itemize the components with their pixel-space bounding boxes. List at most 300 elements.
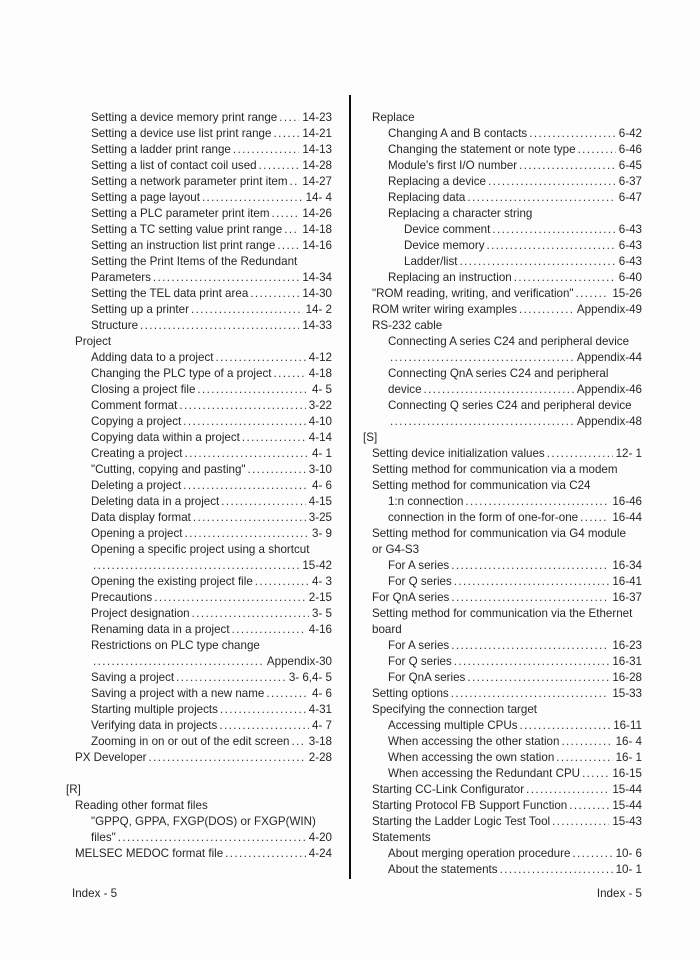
index-entry (361, 766, 642, 782)
page-number: 16-46 (612, 495, 642, 508)
entry-text: [R] (66, 783, 81, 796)
index-entry (64, 798, 332, 814)
dot-leader (561, 734, 612, 750)
page-number: 15-43 (612, 815, 642, 828)
index-entry (361, 318, 642, 334)
dot-leader (519, 158, 616, 174)
dot-leader (140, 318, 299, 334)
index-entry (64, 174, 332, 190)
entry-text: Setting method for communication via a modem (372, 463, 618, 476)
entry-text: Setting options (372, 687, 449, 700)
entry-text: Setting a device memory print range (91, 111, 278, 124)
entry-text: Replacing a character string (388, 207, 533, 220)
page-number: 15-44 (612, 799, 642, 812)
entry-text: Device memory (404, 239, 485, 252)
index-entry (361, 526, 642, 542)
entry-text: "GPPQ, GPPA, FXGP(DOS) or FXGP(WIN) (91, 815, 316, 828)
dot-leader (266, 686, 309, 702)
index-entry (361, 670, 642, 686)
page-number: 4-12 (308, 351, 332, 364)
page-number: 3- 9 (312, 527, 332, 540)
page-number: 6-47 (618, 191, 642, 204)
index-entry (64, 478, 332, 494)
entry-text: device (388, 383, 422, 396)
index-entry (361, 302, 642, 318)
page-number: 4- 3 (312, 575, 332, 588)
entry-text: For A series (388, 639, 450, 652)
entry-text: Project (75, 335, 112, 348)
dot-leader (580, 510, 609, 526)
index-entry (64, 542, 332, 558)
page-number: 4- 6 (312, 687, 332, 700)
dot-leader (273, 366, 305, 382)
dot-leader (220, 702, 306, 718)
dot-leader (488, 174, 616, 190)
page-number: 3- 6,4- 5 (288, 671, 332, 684)
dot-leader (451, 558, 609, 574)
entry-text: Data display format (91, 511, 191, 524)
dot-leader (185, 526, 309, 542)
index-entry (361, 222, 642, 238)
index-entry (361, 382, 642, 398)
dot-leader (290, 174, 300, 190)
index-entry (361, 718, 642, 734)
index-entry (64, 590, 332, 606)
index-entry (361, 846, 642, 862)
index-entry (361, 782, 642, 798)
entry-text: "ROM reading, writing, and verification" (372, 287, 574, 300)
index-entry (64, 382, 332, 398)
entry-text: Structure (91, 319, 139, 332)
page-number: 14-13 (302, 143, 332, 156)
footer-page-label-right: Index - 5 (596, 887, 642, 900)
dot-leader (547, 446, 613, 462)
page-number: 6-37 (618, 175, 642, 188)
index-left-column (64, 110, 332, 862)
entry-text: Module's first I/O number (388, 159, 518, 172)
entry-text: For QnA series (372, 591, 450, 604)
entry-text: Setting up a printer (91, 303, 189, 316)
page-number: 15-26 (612, 287, 642, 300)
column-divider-rule (349, 95, 351, 879)
dot-leader (526, 782, 609, 798)
index-entry (361, 606, 642, 622)
entry-text: ROM writer wiring examples (372, 303, 517, 316)
index-entry (64, 190, 332, 206)
dot-leader (248, 462, 306, 478)
dot-leader (255, 574, 309, 590)
index-entry (361, 350, 642, 366)
entry-text: Saving a project (91, 671, 175, 684)
entry-text: Setting the TEL data print area (91, 287, 249, 300)
dot-leader (242, 430, 306, 446)
index-entry (64, 830, 332, 846)
entry-text: Setting an instruction list print range (91, 239, 276, 252)
entry-text: Changing A and B contacts (388, 127, 528, 140)
entry-text: About the statements (388, 863, 498, 876)
index-entry (361, 702, 642, 718)
index-entry (64, 718, 332, 734)
page-number: 14-26 (302, 207, 332, 220)
dot-leader (225, 846, 306, 862)
entry-text: board (372, 623, 402, 636)
dot-leader (197, 382, 309, 398)
page-number: 14-21 (302, 127, 332, 140)
dot-leader (467, 670, 609, 686)
dot-leader (578, 142, 616, 158)
dot-leader (279, 110, 299, 126)
page-number: 3-18 (308, 735, 332, 748)
page-number: 6-46 (618, 143, 642, 156)
dot-leader (176, 670, 286, 686)
index-entry (64, 254, 332, 270)
dot-leader (149, 750, 306, 766)
index-entry (64, 318, 332, 334)
entry-text: Statements (372, 831, 431, 844)
index-entry (64, 654, 332, 670)
page-number: 3-10 (308, 463, 332, 476)
page-number: 4- 7 (312, 719, 332, 732)
entry-text: Replacing an instruction (388, 271, 512, 284)
entry-text: Zooming in on or out of the edit screen (91, 735, 290, 748)
dot-leader (390, 350, 574, 366)
index-entry (361, 574, 642, 590)
entry-text: MELSEC MEDOC format file (75, 847, 224, 860)
index-entry (64, 702, 332, 718)
dot-leader (292, 734, 306, 750)
index-entry (361, 334, 642, 350)
index-entry (64, 110, 332, 126)
dot-leader (154, 590, 306, 606)
page-number: 14-28 (302, 159, 332, 172)
entry-text: Connecting Q series C24 and peripheral device (388, 399, 632, 412)
page-number: 4-18 (308, 367, 332, 380)
dot-leader (529, 126, 616, 142)
index-entry (64, 414, 332, 430)
entry-text: Copying a project (91, 415, 182, 428)
index-entry (361, 734, 642, 750)
page-number: 16-31 (612, 655, 642, 668)
index-entry (361, 750, 642, 766)
page-number: 4-15 (308, 495, 332, 508)
index-entry (361, 590, 642, 606)
index-entry (64, 222, 332, 238)
index-entry (361, 174, 642, 190)
entry-text: Starting the Ladder Logic Test Tool (372, 815, 551, 828)
page-number: 6-43 (618, 223, 642, 236)
entry-text: Changing the statement or note type (388, 143, 576, 156)
entry-text: Parameters (91, 271, 151, 284)
page-number: 3- 5 (312, 607, 332, 620)
page-number: 14-23 (302, 111, 332, 124)
entry-text: Connecting QnA series C24 and peripheral (388, 367, 609, 380)
index-entry (64, 782, 332, 798)
dot-leader (215, 350, 305, 366)
page-number: 14-33 (302, 319, 332, 332)
index-entry (64, 126, 332, 142)
entry-text: Opening a specific project using a shortcut (91, 543, 310, 556)
index-entry (64, 462, 332, 478)
entry-text: Setting the Print Items of the Redundant (91, 255, 298, 268)
index-entry (361, 414, 642, 430)
dot-leader (191, 302, 303, 318)
index-entry (361, 270, 642, 286)
page-number: 16-34 (612, 559, 642, 572)
page-number: 16-41 (612, 575, 642, 588)
entry-text: Setting a TC setting value print range (91, 223, 283, 236)
entry-text: connection in the form of one-for-one (388, 511, 579, 524)
index-entry (361, 862, 642, 878)
index-entry (64, 846, 332, 862)
index-entry (64, 334, 332, 350)
page-number: 10- 1 (615, 863, 642, 876)
page-number: 6-43 (618, 239, 642, 252)
entry-text: Comment format (91, 399, 178, 412)
entry-text: About merging operation procedure (388, 847, 571, 860)
entry-text: Saving a project with a new name (91, 687, 265, 700)
entry-text: Creating a project (91, 447, 183, 460)
page-number: 16- 4 (615, 735, 642, 748)
dot-leader (273, 126, 299, 142)
page-number: 14-30 (302, 287, 332, 300)
entry-text: Changing the PLC type of a project (91, 367, 272, 380)
index-entry (64, 814, 332, 830)
page-number: 4-20 (308, 831, 332, 844)
index-entry (361, 446, 642, 462)
page-number: 4-31 (308, 703, 332, 716)
dot-leader (153, 270, 299, 286)
dot-leader (552, 814, 609, 830)
index-entry (361, 494, 642, 510)
page-number: 4- 5 (312, 383, 332, 396)
entry-text: [S] (363, 431, 378, 444)
page-number: 2-15 (308, 591, 332, 604)
index-entry (361, 798, 642, 814)
dot-leader (572, 846, 612, 862)
page-number: 15-33 (612, 687, 642, 700)
index-entry (64, 558, 332, 574)
index-entry (64, 350, 332, 366)
index-entry (64, 446, 332, 462)
dot-leader (390, 414, 574, 430)
page-number: 14-34 (302, 271, 332, 284)
page-number: 4-24 (308, 847, 332, 860)
index-entry (361, 830, 642, 846)
entry-text: When accessing the own station (388, 751, 555, 764)
index-entry (64, 142, 332, 158)
page-number: 16-15 (612, 767, 642, 780)
page-number: 4-10 (308, 415, 332, 428)
dot-leader (514, 270, 616, 286)
index-entry (361, 126, 642, 142)
entry-text: Opening the existing project file (91, 575, 253, 588)
dot-leader (487, 238, 616, 254)
entry-text: Copying data within a project (91, 431, 240, 444)
dot-leader (118, 830, 306, 846)
dot-leader (232, 622, 306, 638)
page-number: 4-16 (308, 623, 332, 636)
entry-text: 1:n connection (388, 495, 464, 508)
page-number: 12- 1 (615, 447, 642, 460)
dot-leader (569, 798, 609, 814)
entry-text: files" (91, 831, 116, 844)
entry-text: PX Developer (75, 751, 147, 764)
entry-text: Connecting A series C24 and peripheral device (388, 335, 630, 348)
dot-leader (277, 238, 299, 254)
page-number: 10- 6 (615, 847, 642, 860)
dot-leader (250, 286, 299, 302)
page-number: 16-11 (613, 719, 642, 732)
entry-text: Replacing a device (388, 175, 486, 188)
index-entry (64, 734, 332, 750)
index-entry (64, 270, 332, 286)
page-number: 14-18 (302, 223, 332, 236)
index-entry (64, 366, 332, 382)
index-entry (64, 526, 332, 542)
dot-leader (284, 222, 299, 238)
entry-text: Setting method for communication via the Ethernet (372, 607, 633, 620)
page-number: 14- 4 (305, 191, 332, 204)
index-entry (361, 462, 642, 478)
entry-text: Deleting data in a project (91, 495, 220, 508)
index-entry (361, 110, 642, 126)
index-entry (361, 622, 642, 638)
dot-leader (185, 446, 310, 462)
page-number: 16-44 (612, 511, 642, 524)
dot-leader (424, 382, 574, 398)
entry-text: Adding data to a project (91, 351, 214, 364)
entry-text: Renaming data in a project (91, 623, 230, 636)
entry-text: Closing a project file (91, 383, 196, 396)
page-number: 4- 6 (312, 479, 332, 492)
index-entry (361, 286, 642, 302)
entry-text: Specifying the connection target (372, 703, 537, 716)
entry-text: For A series (388, 559, 450, 572)
dot-leader (219, 718, 309, 734)
dot-leader (193, 510, 306, 526)
page-number: 6-40 (618, 271, 642, 284)
page-number: 6-42 (618, 127, 642, 140)
index-entry (64, 750, 332, 766)
entry-text: Setting a PLC parameter print item (91, 207, 270, 220)
page-number: 15-42 (302, 559, 332, 572)
page-number: 6-45 (618, 159, 642, 172)
page-number: 15-44 (612, 783, 642, 796)
dot-leader (576, 286, 610, 302)
page-number: 3-22 (308, 399, 332, 412)
page-number: 16-23 (612, 639, 642, 652)
entry-text: Ladder/list (404, 255, 458, 268)
entry-text: Reading other format files (75, 799, 208, 812)
page-number: 2-28 (308, 751, 332, 764)
index-entry (64, 510, 332, 526)
index-entry (64, 670, 332, 686)
index-entry (361, 254, 642, 270)
dot-leader (465, 494, 609, 510)
dot-leader (233, 142, 299, 158)
dot-leader (582, 766, 609, 782)
index-entry (361, 638, 642, 654)
dot-leader (93, 558, 299, 574)
entry-text: Verifying data in projects (91, 719, 218, 732)
index-entry (361, 686, 642, 702)
page-number: 6-43 (618, 255, 642, 268)
dot-leader (492, 222, 615, 238)
index-entry (64, 606, 332, 622)
dot-leader (467, 190, 615, 206)
dot-leader (202, 190, 303, 206)
dot-leader (519, 302, 574, 318)
footer-page-label-left: Index - 5 (72, 887, 118, 900)
dot-leader (460, 254, 616, 270)
entry-text: When accessing the other station (388, 735, 560, 748)
index-entry (361, 510, 642, 526)
entry-text: Setting a page layout (91, 191, 200, 204)
index-entry (361, 142, 642, 158)
dot-leader (520, 718, 611, 734)
index-entry (361, 542, 642, 558)
spacer-line (64, 766, 332, 782)
index-entry (361, 478, 642, 494)
page-number: 14- 2 (305, 303, 332, 316)
page-number: 14-16 (302, 239, 332, 252)
index-entry (361, 558, 642, 574)
page-number: 4-14 (308, 431, 332, 444)
index-entry (361, 430, 642, 446)
index-entry (64, 430, 332, 446)
index-right-column (361, 110, 642, 878)
dot-leader (451, 638, 609, 654)
entry-text: For Q series (388, 655, 452, 668)
page-number: Appendix-49 (576, 303, 642, 316)
index-entry (64, 494, 332, 510)
page-number: Appendix-48 (576, 415, 642, 428)
entry-text: Replacing data (388, 191, 466, 204)
index-entry (361, 190, 642, 206)
entry-text: Setting device initialization values (372, 447, 545, 460)
entry-text: Setting a device use list print range (91, 127, 272, 140)
entry-text: For QnA series (388, 671, 466, 684)
entry-text: When accessing the Redundant CPU (388, 767, 581, 780)
dot-leader (451, 590, 609, 606)
dot-leader (454, 654, 610, 670)
index-entry (361, 366, 642, 382)
dot-leader (221, 494, 306, 510)
page-number: 14-27 (302, 175, 332, 188)
index-entry (361, 206, 642, 222)
dot-leader (451, 686, 610, 702)
dot-leader (259, 158, 300, 174)
entry-text: Accessing multiple CPUs (388, 719, 518, 732)
index-entry (361, 814, 642, 830)
entry-text: For Q series (388, 575, 452, 588)
page-number: 3-25 (308, 511, 332, 524)
index-entry (361, 654, 642, 670)
page-number: Appendix-30 (266, 655, 332, 668)
entry-text: Project designation (91, 607, 190, 620)
dot-leader (183, 414, 306, 430)
entry-text: Setting a list of contact coil used (91, 159, 257, 172)
entry-text: Device comment (404, 223, 491, 236)
index-entry (64, 574, 332, 590)
index-entry (64, 158, 332, 174)
entry-text: Precautions (91, 591, 153, 604)
entry-text: RS-232 cable (372, 319, 443, 332)
index-entry (64, 686, 332, 702)
entry-text: Deleting a project (91, 479, 182, 492)
entry-text: Replace (372, 111, 415, 124)
page-number: 16- 1 (615, 751, 642, 764)
